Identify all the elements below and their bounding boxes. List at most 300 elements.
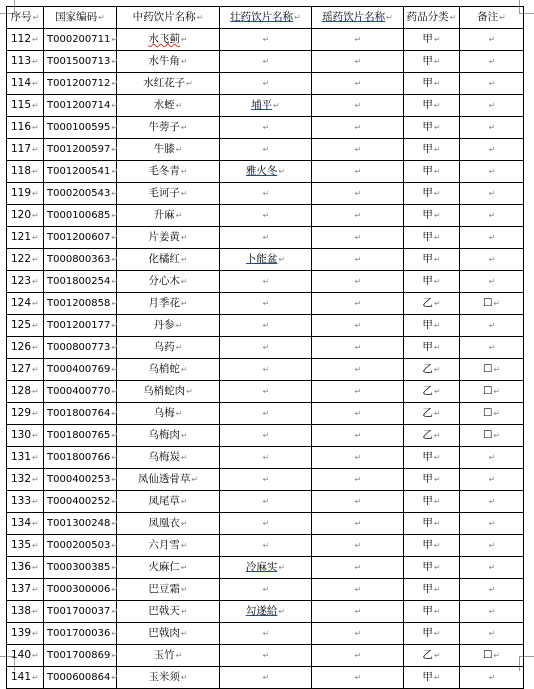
cell-end-mark: ↵ — [262, 387, 270, 396]
cell-class-text: 甲 — [422, 561, 433, 573]
cell-end-mark: ↵ — [32, 233, 39, 242]
cell-no[interactable] — [7, 337, 44, 359]
cell-code[interactable] — [44, 315, 117, 337]
cell-note[interactable] — [460, 535, 524, 557]
cell-zhuang[interactable] — [220, 73, 312, 95]
cell-no-text: 115 — [11, 99, 32, 111]
cell-class[interactable] — [404, 469, 460, 491]
table-row — [7, 117, 524, 139]
cell-class-text: 甲 — [422, 319, 433, 331]
cell-end-mark: ↵ — [354, 541, 362, 550]
cell-end-mark: ↵ — [262, 519, 270, 528]
cell-end-mark: ↵ — [262, 475, 270, 484]
cell-code-text: T000400770 — [47, 385, 111, 397]
cell-code[interactable] — [44, 227, 117, 249]
cell-name[interactable] — [117, 469, 220, 491]
cell-zhuang[interactable] — [220, 557, 312, 579]
cell-name[interactable] — [117, 491, 220, 513]
cell-no-text: 116 — [11, 121, 32, 133]
cell-yao[interactable] — [312, 337, 404, 359]
cell-class-text: 甲 — [422, 77, 433, 89]
cell-end-mark: ↵ — [294, 13, 301, 22]
cell-name[interactable] — [117, 161, 220, 183]
cell-name-text: 玉米须 — [148, 671, 180, 683]
cell-end-mark: ↵ — [354, 343, 362, 352]
cell-end-mark: ↵ — [488, 79, 496, 88]
cell-end-mark: ↵ — [32, 255, 39, 264]
cell-yao[interactable] — [312, 381, 404, 403]
cell-end-mark: ↵ — [493, 387, 501, 396]
cell-note[interactable] — [460, 95, 524, 117]
cell-yao[interactable] — [312, 469, 404, 491]
cell-class[interactable] — [404, 645, 460, 667]
cell-code[interactable] — [44, 557, 117, 579]
cell-no-text: 139 — [11, 627, 32, 639]
cell-code[interactable] — [44, 359, 117, 381]
cell-end-mark: ↵ — [433, 57, 441, 66]
cell-no-text: 136 — [11, 561, 32, 573]
cell-zhuang[interactable] — [220, 337, 312, 359]
cell-yao[interactable] — [312, 513, 404, 535]
cell-no[interactable] — [7, 205, 44, 227]
cell-note[interactable] — [460, 227, 524, 249]
cell-name[interactable] — [117, 249, 220, 271]
cell-code[interactable] — [44, 469, 117, 491]
cell-note[interactable] — [460, 293, 524, 315]
cell-yao[interactable] — [312, 447, 404, 469]
cell-class[interactable] — [404, 95, 460, 117]
cell-note[interactable] — [460, 183, 524, 205]
cell-zhuang[interactable] — [220, 293, 312, 315]
cell-yao[interactable] — [312, 601, 404, 623]
cell-code[interactable] — [44, 51, 117, 73]
cell-no[interactable] — [7, 51, 44, 73]
cell-code[interactable] — [44, 381, 117, 403]
cell-name[interactable] — [117, 513, 220, 535]
cell-class[interactable] — [404, 293, 460, 315]
cell-yao[interactable] — [312, 29, 404, 51]
cell-no[interactable] — [7, 29, 44, 51]
cell-end-mark: ↵ — [488, 475, 496, 484]
cell-code[interactable] — [44, 249, 117, 271]
cell-class[interactable] — [404, 117, 460, 139]
cell-class-text: 甲 — [422, 231, 433, 243]
cell-name[interactable] — [117, 601, 220, 623]
cell-zhuang[interactable] — [220, 579, 312, 601]
cell-no[interactable] — [7, 117, 44, 139]
cell-zhuang[interactable] — [220, 95, 312, 117]
cell-name-text: 水红花子 — [143, 77, 186, 89]
cell-yao[interactable] — [312, 205, 404, 227]
cell-end-mark: ↵ — [32, 57, 39, 66]
cell-no[interactable] — [7, 293, 44, 315]
cell-note[interactable] — [460, 139, 524, 161]
cell-yao[interactable] — [312, 249, 404, 271]
cell-class[interactable] — [404, 315, 460, 337]
table-row — [7, 271, 524, 293]
cell-no[interactable] — [7, 469, 44, 491]
cell-no[interactable] — [7, 535, 44, 557]
cell-no[interactable] — [7, 95, 44, 117]
cell-yao[interactable] — [312, 359, 404, 381]
cell-zhuang[interactable] — [220, 359, 312, 381]
cell-note[interactable] — [460, 381, 524, 403]
cell-zhuang[interactable] — [220, 447, 312, 469]
cell-class[interactable] — [404, 29, 460, 51]
cell-no[interactable] — [7, 183, 44, 205]
cell-zhuang[interactable] — [220, 601, 312, 623]
cell-yao[interactable] — [312, 315, 404, 337]
cell-code[interactable] — [44, 29, 117, 51]
cell-class[interactable] — [404, 403, 460, 425]
cell-end-mark: ↵ — [32, 145, 39, 154]
cell-code[interactable] — [44, 183, 117, 205]
cell-note[interactable] — [460, 51, 524, 73]
cell-zhuang[interactable] — [220, 469, 312, 491]
cell-end-mark: ↵ — [488, 167, 496, 176]
cell-end-mark: ↵ — [433, 585, 441, 594]
cell-zhuang[interactable] — [220, 645, 312, 667]
cell-class-text: 甲 — [422, 473, 433, 485]
cell-end-mark: ↵ — [354, 101, 362, 110]
cell-end-mark: ↵ — [111, 628, 119, 638]
cell-code[interactable] — [44, 73, 117, 95]
cell-no[interactable] — [7, 557, 44, 579]
cell-class[interactable] — [404, 337, 460, 359]
header-code[interactable]: 国家编码↵ — [44, 7, 117, 29]
table-row — [7, 337, 524, 359]
cell-code-text: T000400252 — [47, 495, 111, 507]
cell-yao[interactable] — [312, 645, 404, 667]
cell-class[interactable] — [404, 73, 460, 95]
cell-yao[interactable] — [312, 271, 404, 293]
cell-class[interactable] — [404, 249, 460, 271]
cell-zhuang[interactable] — [220, 51, 312, 73]
cell-zhuang[interactable] — [220, 29, 312, 51]
cell-code-text: T001200858 — [47, 297, 111, 309]
cell-code[interactable] — [44, 403, 117, 425]
cell-code[interactable] — [44, 623, 117, 645]
cell-note[interactable] — [460, 667, 524, 689]
cell-class[interactable] — [404, 359, 460, 381]
cell-code[interactable] — [44, 271, 117, 293]
cell-code[interactable] — [44, 447, 117, 469]
cell-code-text: T001700036 — [47, 627, 111, 639]
cell-name[interactable] — [117, 293, 220, 315]
cell-zhuang[interactable] — [220, 139, 312, 161]
cell-zhuang[interactable] — [220, 535, 312, 557]
cell-no[interactable] — [7, 249, 44, 271]
cell-no[interactable] — [7, 425, 44, 447]
cell-end-mark: ↵ — [262, 145, 270, 154]
cell-note[interactable] — [460, 73, 524, 95]
cell-end-mark: ↵ — [262, 343, 270, 352]
cell-class[interactable] — [404, 535, 460, 557]
cell-no[interactable] — [7, 139, 44, 161]
cell-end-mark: ↵ — [32, 563, 39, 572]
cell-yao[interactable] — [312, 579, 404, 601]
cell-zhuang[interactable] — [220, 491, 312, 513]
cell-name[interactable] — [117, 447, 220, 469]
cell-yao[interactable] — [312, 403, 404, 425]
cell-no-text: 138 — [11, 605, 32, 617]
cell-end-mark: ↵ — [433, 343, 441, 352]
cell-end-mark: ↵ — [433, 475, 441, 484]
cell-name[interactable] — [117, 425, 220, 447]
cell-class[interactable] — [404, 139, 460, 161]
cell-yao[interactable] — [312, 557, 404, 579]
cell-no[interactable] — [7, 359, 44, 381]
cell-end-mark: ↵ — [262, 123, 270, 132]
cell-code[interactable] — [44, 117, 117, 139]
cell-name-text: 牛膝 — [153, 143, 175, 155]
cell-no[interactable] — [7, 667, 44, 689]
header-name[interactable]: 中药饮片名称↵ — [117, 7, 220, 29]
cell-class[interactable] — [404, 381, 460, 403]
header-no[interactable]: 序号↵ — [7, 7, 44, 29]
cell-note[interactable] — [460, 601, 524, 623]
cell-code[interactable] — [44, 425, 117, 447]
cell-name[interactable] — [117, 579, 220, 601]
cell-end-mark: ↵ — [262, 651, 270, 660]
cell-end-mark: ↵ — [111, 672, 119, 682]
cell-note[interactable] — [460, 447, 524, 469]
cell-note[interactable] — [460, 557, 524, 579]
cell-class[interactable] — [404, 601, 460, 623]
cell-name[interactable] — [117, 535, 220, 557]
cell-zhuang[interactable] — [220, 183, 312, 205]
cell-code[interactable] — [44, 139, 117, 161]
cell-class[interactable] — [404, 557, 460, 579]
cell-end-mark: ↵ — [32, 35, 39, 44]
cell-zhuang[interactable] — [220, 513, 312, 535]
cell-end-mark: ↵ — [433, 365, 441, 374]
cell-note[interactable] — [460, 645, 524, 667]
cell-code[interactable] — [44, 205, 117, 227]
cell-code[interactable] — [44, 601, 117, 623]
cell-code[interactable] — [44, 337, 117, 359]
cell-end-mark: ↵ — [278, 563, 286, 572]
cell-code[interactable] — [44, 535, 117, 557]
cell-no[interactable] — [7, 161, 44, 183]
cell-class[interactable] — [404, 51, 460, 73]
cell-code[interactable] — [44, 667, 117, 689]
cell-zhuang[interactable] — [220, 623, 312, 645]
cell-code-text: T001800764 — [47, 407, 111, 419]
cell-name[interactable] — [117, 667, 220, 689]
cell-name[interactable] — [117, 117, 220, 139]
cell-end-mark: ↵ — [32, 629, 39, 638]
cell-end-mark: ↵ — [32, 189, 39, 198]
cell-note[interactable] — [460, 161, 524, 183]
cell-zhuang[interactable] — [220, 271, 312, 293]
table-row — [7, 95, 524, 117]
table-row — [7, 491, 524, 513]
cell-name[interactable] — [117, 315, 220, 337]
cell-end-mark: ↵ — [180, 189, 188, 198]
cell-end-mark: ↵ — [180, 563, 188, 572]
header-zhuang[interactable]: 壮药饮片名称↵ — [220, 7, 312, 29]
cell-end-mark: ↵ — [488, 343, 496, 352]
cell-class[interactable] — [404, 623, 460, 645]
cell-class[interactable] — [404, 579, 460, 601]
cell-name[interactable] — [117, 557, 220, 579]
cell-no[interactable] — [7, 73, 44, 95]
cell-yao[interactable] — [312, 95, 404, 117]
cell-code[interactable] — [44, 491, 117, 513]
cell-end-mark: ↵ — [488, 123, 496, 132]
table-row — [7, 645, 524, 667]
cell-zhuang[interactable] — [220, 381, 312, 403]
cell-end-mark: ↵ — [262, 57, 270, 66]
cell-class[interactable] — [404, 513, 460, 535]
cell-no-text: 129 — [11, 407, 32, 419]
cell-zhuang[interactable] — [220, 667, 312, 689]
cell-name[interactable] — [117, 227, 220, 249]
cell-note[interactable] — [460, 315, 524, 337]
cell-name[interactable] — [117, 271, 220, 293]
cell-zhuang[interactable] — [220, 315, 312, 337]
cell-name[interactable] — [117, 73, 220, 95]
cell-class[interactable] — [404, 183, 460, 205]
cell-note[interactable] — [460, 513, 524, 535]
cell-end-mark: ↵ — [32, 101, 39, 110]
cell-end-mark: ↵ — [488, 585, 496, 594]
cell-end-mark: ↵ — [499, 13, 506, 22]
cell-end-mark: ↵ — [433, 497, 441, 506]
cell-name[interactable] — [117, 359, 220, 381]
header-note[interactable]: 备注↵ — [460, 7, 524, 29]
cell-end-mark: ↵ — [180, 453, 188, 462]
header-yao[interactable]: 瑶药饮片名称↵ — [312, 7, 404, 29]
cell-zhuang[interactable] — [220, 227, 312, 249]
cell-class[interactable] — [404, 447, 460, 469]
cell-class[interactable] — [404, 667, 460, 689]
cell-note[interactable] — [460, 29, 524, 51]
cell-end-mark: ↵ — [262, 585, 270, 594]
cell-yao[interactable] — [312, 73, 404, 95]
cell-code-text: T000100685 — [47, 209, 111, 221]
cell-end-mark: ↵ — [488, 277, 496, 286]
cell-end-mark: ↵ — [111, 430, 119, 440]
cell-class[interactable] — [404, 271, 460, 293]
cell-class[interactable] — [404, 491, 460, 513]
cell-zhuang[interactable] — [220, 249, 312, 271]
cell-end-mark: ↵ — [180, 673, 188, 682]
cell-name[interactable] — [117, 381, 220, 403]
table-row — [7, 535, 524, 557]
cell-no[interactable] — [7, 645, 44, 667]
cell-yao[interactable] — [312, 51, 404, 73]
cell-note[interactable] — [460, 337, 524, 359]
cell-name[interactable] — [117, 403, 220, 425]
cell-note[interactable] — [460, 491, 524, 513]
cell-zhuang[interactable] — [220, 117, 312, 139]
cell-no[interactable] — [7, 601, 44, 623]
cell-note[interactable] — [460, 271, 524, 293]
cell-note[interactable] — [460, 425, 524, 447]
header-class[interactable]: 药品分类↵ — [404, 7, 460, 29]
cell-no[interactable] — [7, 513, 44, 535]
cell-end-mark: ↵ — [433, 255, 441, 264]
cell-end-mark: ↵ — [354, 123, 362, 132]
cell-name[interactable] — [117, 337, 220, 359]
cell-yao[interactable] — [312, 139, 404, 161]
cell-note[interactable] — [460, 249, 524, 271]
cell-no[interactable] — [7, 447, 44, 469]
cell-yao[interactable] — [312, 293, 404, 315]
cell-end-mark: ↵ — [433, 431, 441, 440]
cell-note[interactable] — [460, 403, 524, 425]
cell-name[interactable] — [117, 183, 220, 205]
cell-end-mark: ↵ — [111, 298, 119, 308]
cell-no-text: 123 — [11, 275, 32, 287]
cell-class[interactable] — [404, 227, 460, 249]
cell-class[interactable] — [404, 205, 460, 227]
checkbox-icon: ☐ — [482, 649, 493, 661]
cell-yao[interactable] — [312, 183, 404, 205]
cell-name[interactable] — [117, 205, 220, 227]
cell-no[interactable] — [7, 271, 44, 293]
cell-note[interactable] — [460, 579, 524, 601]
cell-code[interactable] — [44, 579, 117, 601]
cell-note[interactable] — [460, 205, 524, 227]
cell-class-text: 甲 — [422, 517, 433, 529]
cell-note[interactable] — [460, 359, 524, 381]
cell-code[interactable] — [44, 161, 117, 183]
cell-zhuang[interactable] — [220, 403, 312, 425]
cell-no[interactable] — [7, 227, 44, 249]
cell-code-text: T001200607 — [47, 231, 111, 243]
cell-no-text: 140 — [11, 649, 32, 661]
cell-note[interactable] — [460, 117, 524, 139]
cell-no[interactable] — [7, 381, 44, 403]
cell-zhuang[interactable] — [220, 161, 312, 183]
cell-name[interactable] — [117, 51, 220, 73]
cell-yao[interactable] — [312, 161, 404, 183]
cell-zhuang[interactable] — [220, 205, 312, 227]
cell-yao[interactable] — [312, 227, 404, 249]
cell-no[interactable] — [7, 579, 44, 601]
cell-yao[interactable] — [312, 117, 404, 139]
cell-zhuang[interactable] — [220, 425, 312, 447]
cell-note[interactable] — [460, 623, 524, 645]
cell-yao[interactable] — [312, 667, 404, 689]
cell-yao[interactable] — [312, 425, 404, 447]
cell-yao[interactable] — [312, 491, 404, 513]
cell-no[interactable] — [7, 315, 44, 337]
cell-class[interactable] — [404, 161, 460, 183]
cell-no[interactable] — [7, 623, 44, 645]
cell-name[interactable] — [117, 139, 220, 161]
cell-note[interactable] — [460, 469, 524, 491]
cell-no[interactable] — [7, 403, 44, 425]
cell-name[interactable] — [117, 645, 220, 667]
cell-yao[interactable] — [312, 623, 404, 645]
cell-class[interactable] — [404, 425, 460, 447]
cell-name[interactable] — [117, 29, 220, 51]
cell-code[interactable] — [44, 293, 117, 315]
cell-yao[interactable] — [312, 535, 404, 557]
cell-code[interactable] — [44, 95, 117, 117]
cell-code[interactable] — [44, 513, 117, 535]
cell-end-mark: ↵ — [354, 167, 362, 176]
cell-name[interactable] — [117, 95, 220, 117]
cell-name[interactable] — [117, 623, 220, 645]
cell-end-mark: ↵ — [488, 541, 496, 550]
cell-code[interactable] — [44, 645, 117, 667]
cell-no[interactable] — [7, 491, 44, 513]
